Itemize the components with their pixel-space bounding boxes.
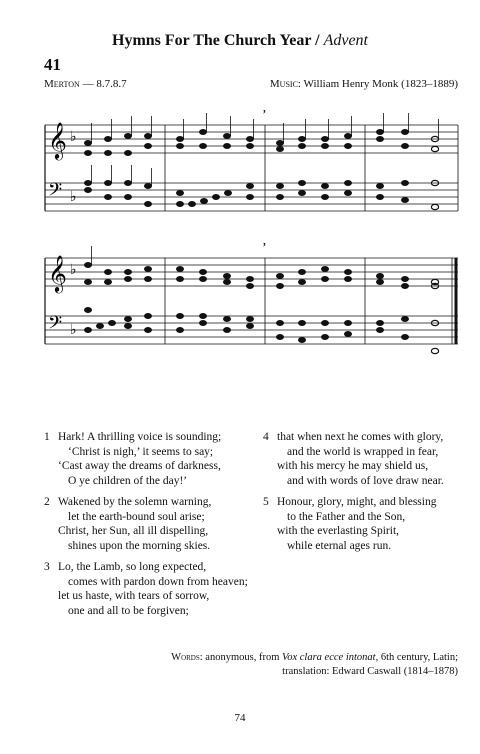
key-flat-treble-icon: ♭ xyxy=(70,129,77,145)
verse-line: one and all to be forgiven; xyxy=(68,604,189,617)
verse-line: while eternal ages run. xyxy=(287,539,392,552)
bar-lines xyxy=(165,125,458,211)
verse-line: comes with pardon down from heaven; xyxy=(68,575,248,588)
notes-system-1 xyxy=(84,113,438,210)
score-system-2 xyxy=(40,238,460,364)
verse-line: with his mercy he may shield us, xyxy=(277,460,429,472)
breath-mark-icon: ’ xyxy=(262,108,267,123)
tune-meter xyxy=(44,78,127,90)
verse-line: Wakened by the solemn warning, xyxy=(58,496,212,508)
verse-line: O ye children of the day!’ xyxy=(68,474,188,487)
meter-text: — 8.7.8.7 xyxy=(82,78,127,90)
page-number: 74 xyxy=(234,712,246,724)
music-credit xyxy=(270,78,458,90)
key-flat-bass-icon: ♭ xyxy=(70,189,77,205)
latin-title: Vox clara ecce intonat xyxy=(281,652,376,663)
verse-line: ‘Christ is nigh,’ it seems to say; xyxy=(68,445,214,458)
hymn-number: 41 xyxy=(44,55,61,74)
verse-5 xyxy=(263,495,436,553)
translation-credit: translation: Edward Caswall (1814–1878) xyxy=(282,666,458,677)
key-flat-treble-icon: ♭ xyxy=(70,262,77,278)
page-title xyxy=(0,32,480,50)
verse-line: let us haste, with tears of sorrow, xyxy=(58,590,210,602)
bass-clef-icon: 𝄢 xyxy=(48,313,63,338)
treble-clef-icon: 𝄞 xyxy=(48,121,67,159)
verse-number: 2 xyxy=(44,496,50,508)
verse-line: and the world is wrapped in fear, xyxy=(287,445,439,458)
treble-clef-icon: 𝄞 xyxy=(48,254,67,292)
verse-number: 5 xyxy=(263,496,269,508)
verse-line: ‘Cast away the dreams of darkness, xyxy=(58,460,221,472)
score-system-1 xyxy=(40,105,460,217)
words-label: Words: xyxy=(171,652,203,663)
verse-line: and with words of love draw near. xyxy=(287,474,444,487)
title-season: Advent xyxy=(323,32,368,49)
bar-lines xyxy=(165,258,365,344)
notes-system-2 xyxy=(84,246,438,354)
tune-name: Merton xyxy=(44,78,80,90)
verse-1 xyxy=(44,430,221,488)
verse-line: Honour, glory, might, and blessing xyxy=(277,496,437,508)
verse-number: 1 xyxy=(44,431,50,443)
verse-line: that when next he comes with glory, xyxy=(277,431,444,443)
verse-line: Hark! A thrilling voice is sounding; xyxy=(58,431,222,443)
verse-number: 4 xyxy=(263,431,269,443)
verse-2 xyxy=(44,495,211,553)
verse-4 xyxy=(263,430,444,488)
verse-line: shines upon the morning skies. xyxy=(68,539,211,552)
bass-clef-icon: 𝄢 xyxy=(48,180,63,205)
key-flat-bass-icon: ♭ xyxy=(70,322,77,338)
verse-line: Christ, her Sun, all ill dispelling, xyxy=(58,525,209,537)
verse-line: with the everlasting Spirit, xyxy=(277,525,400,537)
words-text: anonymous, from xyxy=(205,652,280,663)
verse-line: to the Father and the Son, xyxy=(287,510,406,523)
words-credit xyxy=(158,651,458,679)
title-main: Hymns For The Church Year / xyxy=(112,32,320,49)
words-text-2: , 6th century, Latin; xyxy=(375,652,458,663)
music-label: Music: xyxy=(269,78,301,90)
verse-line: let the earth-bound soul arise; xyxy=(68,510,205,523)
verse-number: 3 xyxy=(44,561,50,573)
verse-line: Lo, the Lamb, so long expected, xyxy=(58,561,207,573)
verse-3 xyxy=(44,560,248,618)
breath-mark-icon: ’ xyxy=(262,241,267,256)
composer: William Henry Monk (1823–1889) xyxy=(303,78,458,90)
